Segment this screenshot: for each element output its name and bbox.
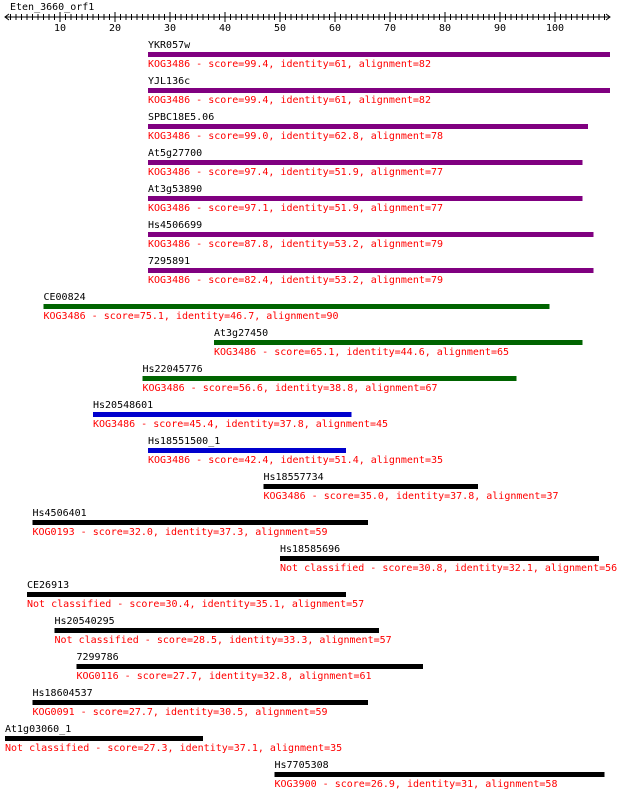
hit-row[interactable] (275, 760, 605, 790)
hit-row[interactable] (44, 292, 550, 322)
hit-row[interactable] (33, 508, 369, 538)
hit-bar[interactable] (143, 376, 517, 381)
hit-name[interactable]: YKR057w (148, 40, 191, 51)
axis-tick-label: 70 (383, 23, 397, 34)
hit-row[interactable] (264, 472, 559, 502)
hit-bar[interactable] (148, 88, 610, 93)
hit-annotation: KOG3486 - score=97.4, identity=51.9, alignment=77 (148, 167, 444, 178)
hit-row[interactable] (148, 112, 588, 142)
query-axis (5, 2, 610, 34)
hit-annotation: KOG3486 - score=56.6, identity=38.8, alignment=67 (142, 383, 438, 394)
hit-annotation: Not classified - score=30.8, identity=32.1, alignment=56 (280, 563, 618, 574)
hit-bar[interactable] (280, 556, 599, 561)
axis-tick-label: 80 (438, 23, 452, 34)
axis-tick-label: 30 (163, 23, 177, 34)
axis-tick-label: 60 (328, 23, 342, 34)
axis-tick-label: 100 (545, 23, 565, 34)
hit-row[interactable] (27, 580, 364, 610)
hit-bar[interactable] (264, 484, 479, 489)
axis-tick-label: 10 (53, 23, 67, 34)
hit-annotation: KOG3486 - score=99.4, identity=61, alignment=82 (148, 59, 431, 70)
hit-name[interactable]: Hs18585696 (280, 544, 341, 555)
hit-row[interactable] (214, 328, 583, 358)
hit-annotation: KOG0193 - score=32.0, identity=37.3, alignment=59 (32, 527, 328, 538)
hit-bar[interactable] (55, 628, 380, 633)
hit-name[interactable]: At5g27700 (148, 148, 203, 159)
hit-name[interactable]: YJL136c (148, 76, 191, 87)
hit-row[interactable] (33, 688, 369, 718)
hit-name[interactable]: CE00824 (43, 292, 86, 303)
hit-bar[interactable] (148, 160, 583, 165)
hit-bar[interactable] (77, 664, 424, 669)
hit-row[interactable] (5, 724, 342, 754)
hit-row[interactable] (148, 256, 594, 286)
query-title: Eten_3660_orf1 (10, 2, 95, 13)
hit-row[interactable] (148, 436, 443, 466)
hit-annotation: Not classified - score=27.3, identity=37.1, alignment=35 (5, 743, 343, 754)
axis-tick-label: 20 (108, 23, 122, 34)
hit-bar[interactable] (93, 412, 352, 417)
hit-annotation: KOG3486 - score=42.4, identity=51.4, alignment=35 (148, 455, 444, 466)
hit-name[interactable]: Hs18604537 (32, 688, 93, 699)
hit-row[interactable] (55, 616, 392, 646)
hit-name[interactable]: 7299786 (76, 652, 119, 663)
hit-bar[interactable] (148, 124, 588, 129)
hit-name[interactable]: 7295891 (148, 256, 191, 267)
hit-name[interactable]: At1g03060_1 (5, 724, 72, 735)
axis-tick-label: 90 (493, 23, 507, 34)
hit-annotation: KOG0091 - score=27.7, identity=30.5, alignment=59 (32, 707, 328, 718)
axis-tick-label: 40 (218, 23, 232, 34)
hit-name[interactable]: At3g27450 (214, 328, 269, 339)
hit-annotation: KOG3486 - score=45.4, identity=37.8, alignment=45 (93, 419, 389, 430)
hit-row[interactable] (148, 148, 583, 178)
hit-row[interactable] (77, 652, 424, 682)
hit-name[interactable]: Hs18557734 (263, 472, 324, 483)
axis-tick-label: 50 (273, 23, 287, 34)
hit-name[interactable]: Hs18551500_1 (148, 436, 221, 447)
hit-bar[interactable] (214, 340, 583, 345)
hit-bar[interactable] (148, 448, 346, 453)
hit-annotation: Not classified - score=28.5, identity=33.3, alignment=57 (54, 635, 392, 646)
hit-annotation: Not classified - score=30.4, identity=35.1, alignment=57 (27, 599, 365, 610)
hit-annotation: KOG3486 - score=99.0, identity=62.8, alignment=78 (148, 131, 444, 142)
hit-annotation: KOG3486 - score=35.0, identity=37.8, alignment=37 (263, 491, 559, 502)
hit-annotation: KOG3486 - score=87.8, identity=53.2, alignment=79 (148, 239, 444, 250)
hit-annotation: KOG3486 - score=97.1, identity=51.9, alignment=77 (148, 203, 444, 214)
hit-name[interactable]: At3g53890 (148, 184, 203, 195)
hit-row[interactable] (148, 220, 594, 250)
hit-bar[interactable] (148, 232, 594, 237)
hit-annotation: KOG3900 - score=26.9, identity=31, alignment=58 (274, 779, 558, 790)
hit-name[interactable]: Hs20548601 (93, 400, 154, 411)
hit-bar[interactable] (148, 268, 594, 273)
hit-row[interactable] (93, 400, 388, 430)
hit-bar[interactable] (33, 520, 369, 525)
hit-name[interactable]: Hs4506401 (32, 508, 87, 519)
hit-row[interactable] (148, 76, 610, 106)
hit-bar[interactable] (275, 772, 605, 777)
hit-row[interactable] (143, 364, 517, 394)
hit-annotation: KOG0116 - score=27.7, identity=32.8, alignment=61 (76, 671, 372, 682)
hit-annotation: KOG3486 - score=75.1, identity=46.7, alignment=90 (43, 311, 339, 322)
hit-name[interactable]: Hs20540295 (54, 616, 115, 627)
hit-annotation: KOG3486 - score=99.4, identity=61, alignment=82 (148, 95, 431, 106)
hit-annotation: KOG3486 - score=82.4, identity=53.2, alignment=79 (148, 275, 444, 286)
hit-name[interactable]: CE26913 (27, 580, 70, 591)
hit-annotation: KOG3486 - score=65.1, identity=44.6, alignment=65 (214, 347, 510, 358)
hit-row[interactable] (280, 544, 617, 574)
hit-bar[interactable] (148, 52, 610, 57)
hit-name[interactable]: SPBC18E5.06 (148, 112, 215, 123)
hit-bar[interactable] (148, 196, 583, 201)
hit-bar[interactable] (44, 304, 550, 309)
hit-row[interactable] (148, 40, 610, 70)
hit-row[interactable] (148, 184, 583, 214)
hit-bar[interactable] (27, 592, 346, 597)
hit-name[interactable]: Hs22045776 (142, 364, 203, 375)
hit-list (5, 40, 617, 790)
hit-name[interactable]: Hs4506699 (148, 220, 203, 231)
hit-name[interactable]: Hs7705308 (274, 760, 329, 771)
hit-bar[interactable] (5, 736, 203, 741)
hit-bar[interactable] (33, 700, 369, 705)
